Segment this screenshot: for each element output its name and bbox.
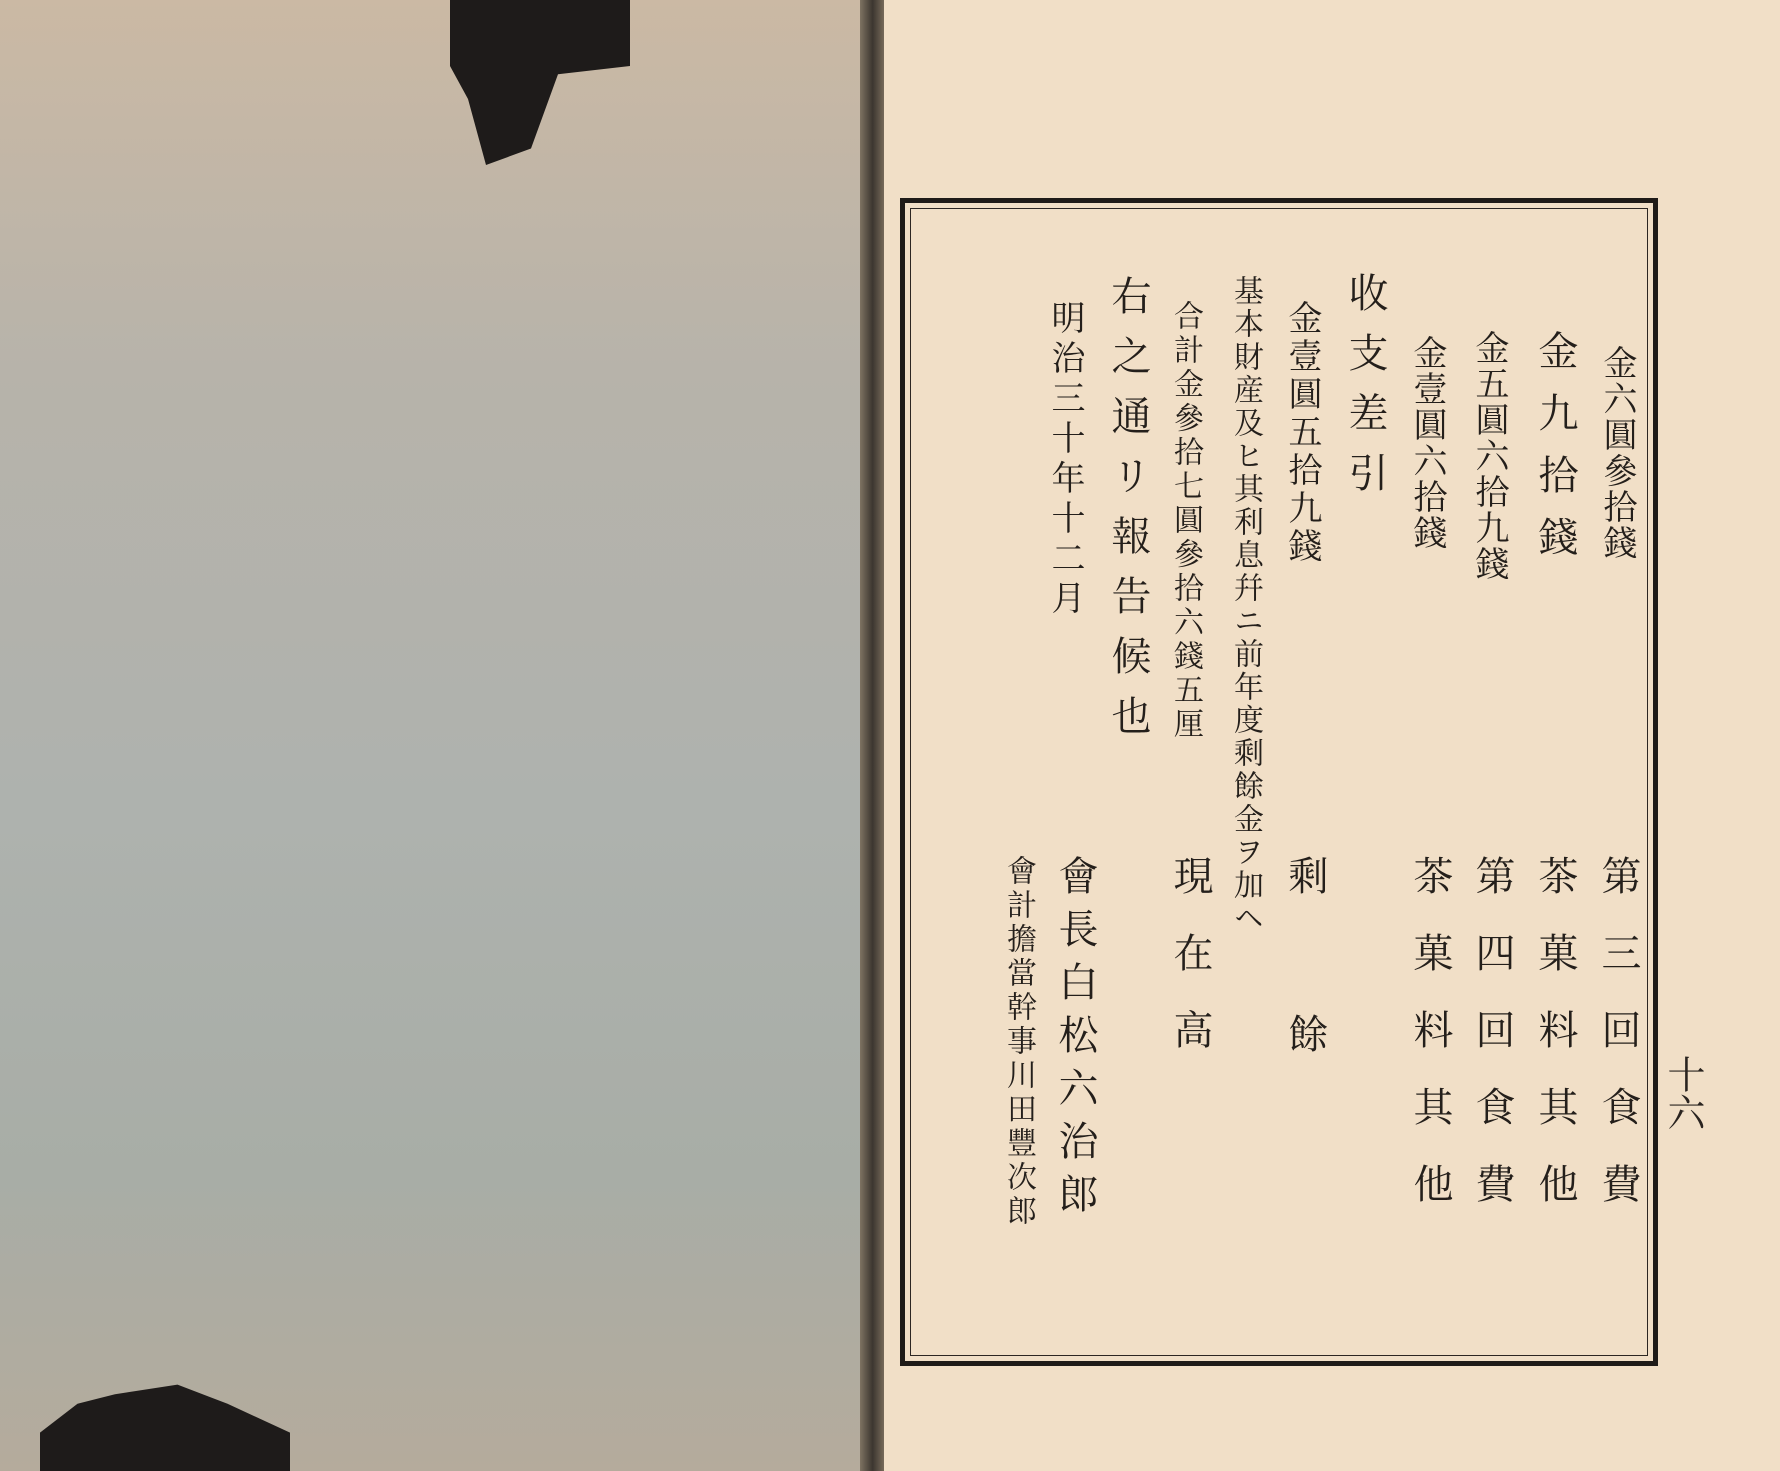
upper-col-3: 金五圓六拾九錢	[1469, 330, 1509, 582]
lower-col-4: 茶菓料其他	[1407, 855, 1453, 1240]
lower-col-8: 會計擔當幹事川田豐次郎	[1001, 855, 1036, 1229]
lower-col-2: 茶菓料其他	[1532, 855, 1578, 1240]
left-blank-page	[0, 0, 872, 1471]
lower-col-1: 第三回食費	[1595, 855, 1641, 1240]
lower-col-6: 現在高	[1167, 855, 1213, 1086]
page-number: 十六	[1661, 1055, 1705, 1131]
upper-col-1: 金六圓參拾錢	[1597, 345, 1637, 561]
upper-col-9: 右之通リ報告候也	[1105, 275, 1151, 755]
lower-col-7: 會長白松六治郎	[1052, 855, 1098, 1226]
upper-col-6: 金壹圓五拾九錢	[1282, 300, 1322, 566]
upper-col-2: 金九拾錢	[1532, 330, 1578, 578]
upper-col-4: 金壹圓六拾錢	[1407, 335, 1447, 551]
upper-col-5: 收支差引	[1342, 272, 1388, 512]
lower-col-5: 剩餘	[1282, 855, 1328, 1171]
upper-col-7: 基本財産及ヒ其利息幷ニ前年度剩餘金ヲ加ヘ	[1228, 275, 1263, 935]
upper-col-10: 明治三十年十二月	[1045, 300, 1085, 620]
lower-col-3: 第四回食費	[1469, 855, 1515, 1240]
upper-col-8: 合計金參拾七圓參拾六錢五厘	[1168, 300, 1203, 742]
